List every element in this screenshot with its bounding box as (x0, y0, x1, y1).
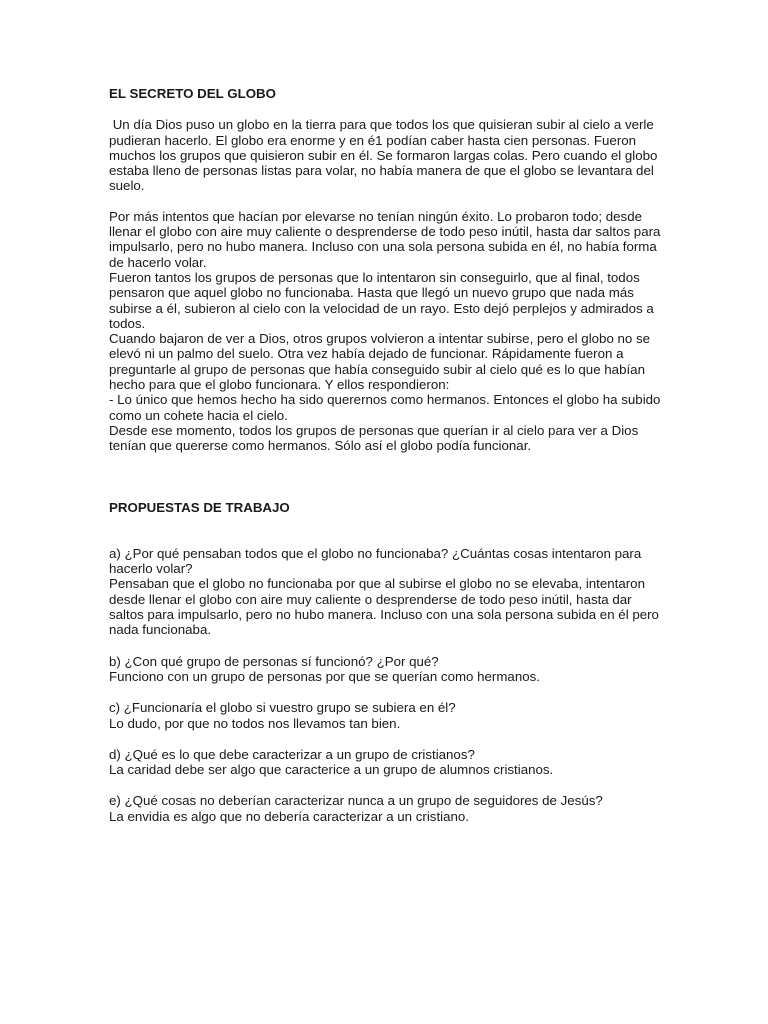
question-text: c) ¿Funcionaría el globo si vuestro grupo se subiera en él? (109, 700, 456, 716)
story-paragraph: - Lo único que hemos hecho ha sido querernos como hermanos. Entonces el globo ha subido como un cohete hacia el cielo. (109, 392, 665, 423)
question-block-b (109, 654, 661, 685)
story-title: EL SECRETO DEL GLOBO (109, 86, 276, 101)
paragraph-gap (109, 194, 661, 209)
question-text: e) ¿Qué cosas no deberían caracterizar nunca a un grupo de seguidores de Jesús? (109, 793, 603, 809)
answer-text: La envidia es algo que no debería caracterizar a un cristiano. (109, 808, 469, 824)
question-block-d (109, 747, 661, 778)
question-text: b) ¿Con qué grupo de personas sí funcionó? ¿Por qué? (109, 653, 439, 669)
question-text: d) ¿Qué es lo que debe caracterizar a un grupo de cristianos? (109, 746, 475, 762)
answer-text: Lo dudo, por que no todos nos llevamos tan bien. (109, 715, 401, 731)
question-block-c (109, 700, 661, 731)
story-paragraph: Fueron tantos los grupos de personas que lo intentaron sin conseguirlo, que al final, todos pensaron que aquel globo no funcionaba. Hasta que llegó un nuevo grupo que nada más subirse a él, subieron al cielo con la velocidad de un rayo. Esto dejó perplejos y admirados a todos. (109, 269, 658, 331)
story-paragraph: Un día Dios puso un globo en la tierra para que todos los que quisieran subir al cielo a verle pudieran hacerlo. El globo era enorme y en é1 podían caber hasta cien personas. Fueron muchos los grupos que quisieron subir en él. Se formaron largas colas. Pero cuando el globo estaba lleno de personas listas para volar, no había manera de que el globo se levantara del suelo. (109, 117, 662, 194)
work-section-title: PROPUESTAS DE TRABAJO (109, 499, 290, 515)
document-page (109, 86, 665, 840)
answer-text: Pensaban que el globo no funcionaba por que al subirse el globo no se elevaba, intentaron desde llenar el globo con aire muy caliente o desprenderse de todo peso inútil, hasta dar saltos para impulsarlo, pero no hubo manera. Incluso con una sola persona subida en él pero nada funcionaba. (109, 576, 659, 638)
story-paragraph: Cuando bajaron de ver a Dios, otros grupos volvieron a intentar subirse, pero el globo no se elevó ni un palmo del suelo. Otra vez había dejado de funcionar. Rápidamente fueron a preguntarle al grupo de personas que había conseguido subir al cielo qué es lo que habían hecho para que el globo funcionara. Y ellos respondieron: (109, 331, 654, 393)
question-block-a (109, 546, 661, 638)
question-text: a) ¿Por qué pensaban todos que el globo no funcionaba? ¿Cuántas cosas intentaron para hacerlo volar? (109, 545, 642, 577)
story-paragraph: Por más intentos que hacían por elevarse no tenían ningún éxito. Lo probaron todo; desde llenar el globo con aire muy caliente o desprenderse de todo peso inútil, hasta dar saltos para impulsarlo, pero no hubo manera. Incluso con una sola persona subida en él, no había forma de hacerlo volar. (109, 208, 665, 270)
answer-text: La caridad debe ser algo que caracterice a un grupo de alumnos cristianos. (109, 762, 554, 778)
story-paragraph: Desde ese momento, todos los grupos de personas que querían ir al cielo para ver a Dios tenían que quererse como hermanos. Sólo así el globo podía funcionar. (109, 422, 642, 454)
answer-text: Funciono con un grupo de personas por que se querían como hermanos. (109, 668, 540, 684)
question-block-e (109, 793, 661, 824)
